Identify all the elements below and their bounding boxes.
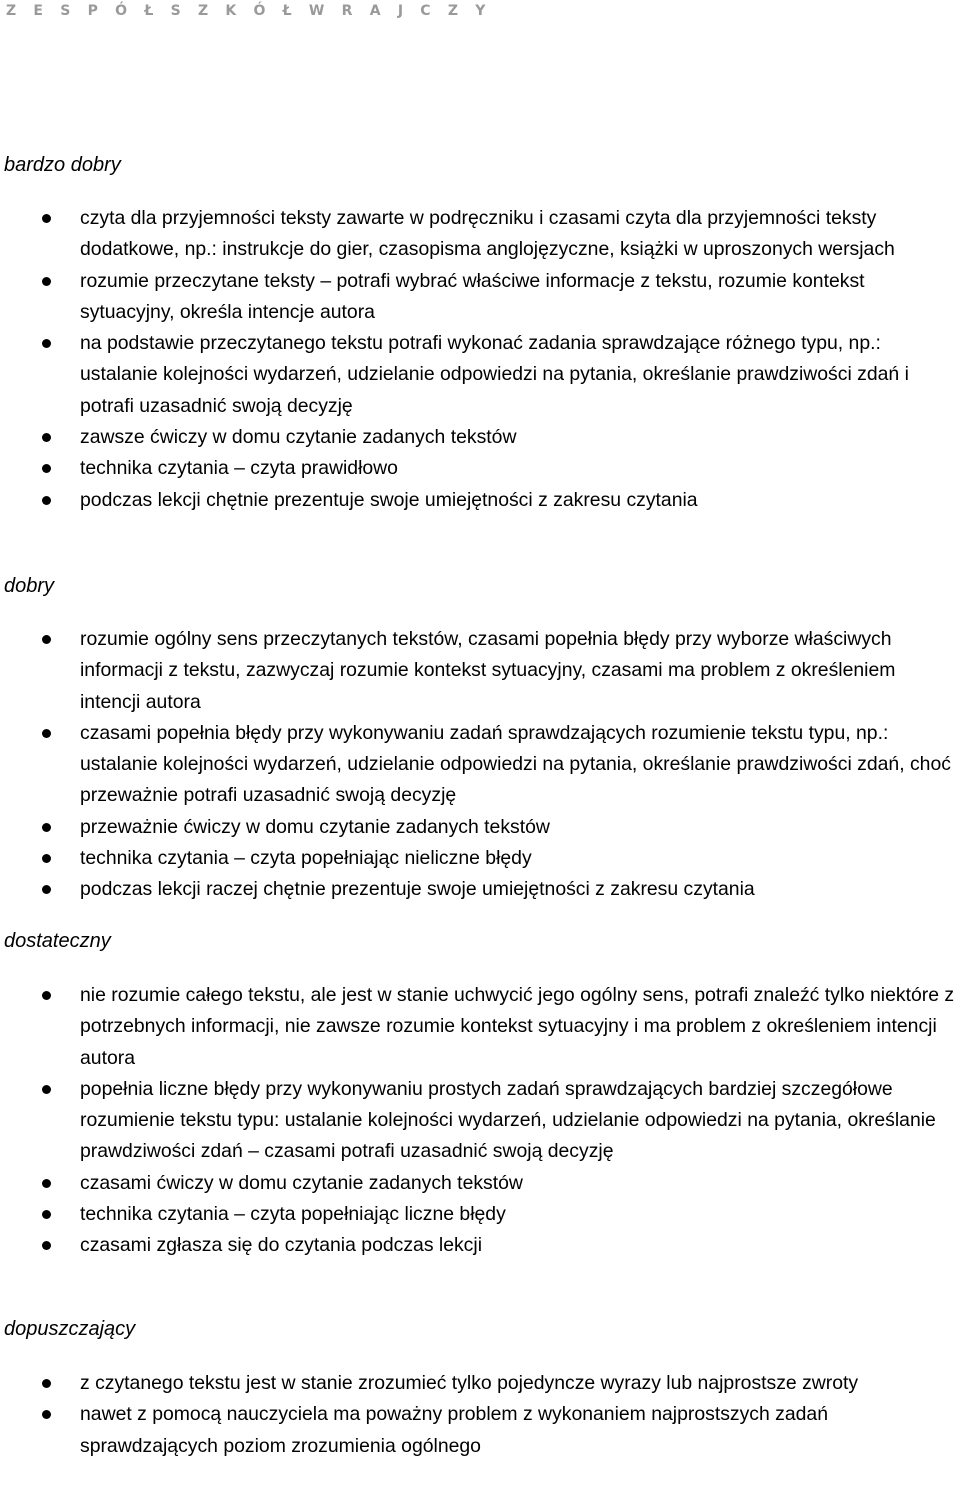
list-item (0, 1074, 960, 1168)
list-item (0, 203, 960, 266)
criteria-list-dostateczny (0, 980, 960, 1262)
list-item (0, 980, 960, 1074)
list-item-text: czasami zgłasza się do czytania podczas lekcji (80, 1234, 482, 1257)
bullet-icon (42, 496, 51, 505)
bullet-icon (42, 729, 51, 738)
list-item-text: nie rozumie całego tekstu, ale jest w stanie uchwycić jego ogólny sens, potrafi znaleźć tylko niektóre z potrzebnych informacji, nie zawsze rozumie kontekst sytuacyjny i ma problem z określeniem intencji autora (80, 984, 955, 1069)
list-item-text: z czytanego tekstu jest w stanie zrozumieć tylko pojedyncze wyrazy lub najprostsze zwroty (80, 1372, 859, 1394)
list-item-text: technika czytania – czyta popełniając nieliczne błędy (80, 847, 532, 870)
list-item-text: zawsze ćwiczy w domu czytanie zadanych tekstów (80, 426, 517, 449)
list-item (0, 1368, 960, 1399)
list-item (0, 718, 960, 812)
list-item-text: popełnia liczne błędy przy wykonywaniu prostych zadań sprawdzających bardziej szczegółowe rozumienie tekstu typu: ustalanie kolejności wydarzeń, udzielanie odpowiedzi na pytania, określanie prawdziwości zdań – czasami potrafi uzasadnić swoją decyzję (80, 1077, 936, 1163)
list-item-text: technika czytania – czyta popełniając liczne błędy (80, 1203, 506, 1226)
bullet-icon (42, 464, 51, 473)
list-item (0, 485, 960, 516)
list-item-text: czyta dla przyjemności teksty zawarte w podręczniku i czasami czyta dla przyjemności teksty dodatkowe, np.: instrukcje do gier, czasopisma anglojęzyczne, książki w uproszonych wersjach (80, 207, 895, 261)
bullet-icon (42, 1085, 51, 1094)
list-item-text: na podstawie przeczytanego tekstu potrafi wykonać zadania sprawdzające różnego typu, np.: ustalanie kolejności wydarzeń, udzielanie odpowiedzi na pytania, określanie prawdziwości zdań i potrafi uzasadnić swoją decyzję (80, 332, 909, 417)
bullet-icon (42, 823, 51, 832)
list-item-text: rozumie ogólny sens przeczytanych tekstów, czasami popełnia błędy przy wyborze właściwych informacji z tekstu, zazwyczaj rozumie kontekst sytuacyjny, czasami ma problem z określeniem intencji autora (80, 628, 896, 713)
list-item (0, 624, 960, 718)
grade-heading-dopuszczajacy: dopuszczający (4, 1318, 136, 1340)
bullet-icon (42, 339, 51, 348)
list-item (0, 843, 960, 874)
list-item-text: przeważnie ćwiczy w domu czytanie zadanych tekstów (80, 815, 550, 838)
list-item (0, 812, 960, 843)
bullet-icon (42, 1379, 51, 1388)
grade-heading-dobry: dobry (4, 575, 55, 597)
list-item (0, 1168, 960, 1199)
grade-heading-dostateczny: dostateczny (4, 930, 111, 952)
list-item-text: podczas lekcji raczej chętnie prezentuje swoje umiejętności z zakresu czytania (80, 878, 755, 901)
criteria-list-dopuszczajacy (0, 1368, 960, 1462)
bullet-icon (42, 854, 51, 863)
list-item (0, 266, 960, 329)
bullet-icon (42, 991, 51, 1000)
bullet-icon (42, 1210, 51, 1219)
list-item (0, 1199, 960, 1230)
list-item-text: technika czytania – czyta prawidłowo (80, 457, 398, 480)
list-item (0, 1230, 960, 1261)
list-item (0, 1399, 960, 1462)
list-item (0, 453, 960, 484)
list-item-text: czasami ćwiczy w domu czytanie zadanych tekstów (80, 1171, 523, 1194)
bullet-icon (42, 1179, 51, 1188)
bullet-icon (42, 635, 51, 644)
list-item (0, 874, 960, 905)
bullet-icon (42, 1410, 51, 1419)
list-item-text: nawet z pomocą nauczyciela ma poważny problem z wykonaniem najprostszych zadań sprawdzających poziom zrozumienia ogólnego (80, 1403, 828, 1457)
bullet-icon (42, 214, 51, 223)
bullet-icon (42, 885, 51, 894)
list-item (0, 422, 960, 453)
school-header: Z E S P Ó Ł S Z K Ó Ł W R A J C Z Y (6, 3, 492, 19)
list-item-text: podczas lekcji chętnie prezentuje swoje umiejętności z zakresu czytania (80, 488, 698, 511)
grade-heading-bardzo-dobry: bardzo dobry (4, 154, 121, 176)
criteria-list-bardzo-dobry (0, 203, 960, 516)
criteria-list-dobry (0, 624, 960, 906)
bullet-icon (42, 277, 51, 286)
list-item-text: rozumie przeczytane teksty – potrafi wybrać właściwe informacje z tekstu, rozumie kontekst sytuacyjny, określa intencje autora (80, 269, 865, 323)
list-item-text: czasami popełnia błędy przy wykonywaniu zadań sprawdzających rozumienie tekstu typu, np.: ustalanie kolejności wydarzeń, udzielanie odpowiedzi na pytania, określanie prawdziwości zdań, choć przeważnie potrafi uzasadnić swoją decyzję (80, 721, 951, 807)
bullet-icon (42, 433, 51, 442)
list-item (0, 328, 960, 422)
bullet-icon (42, 1241, 51, 1250)
